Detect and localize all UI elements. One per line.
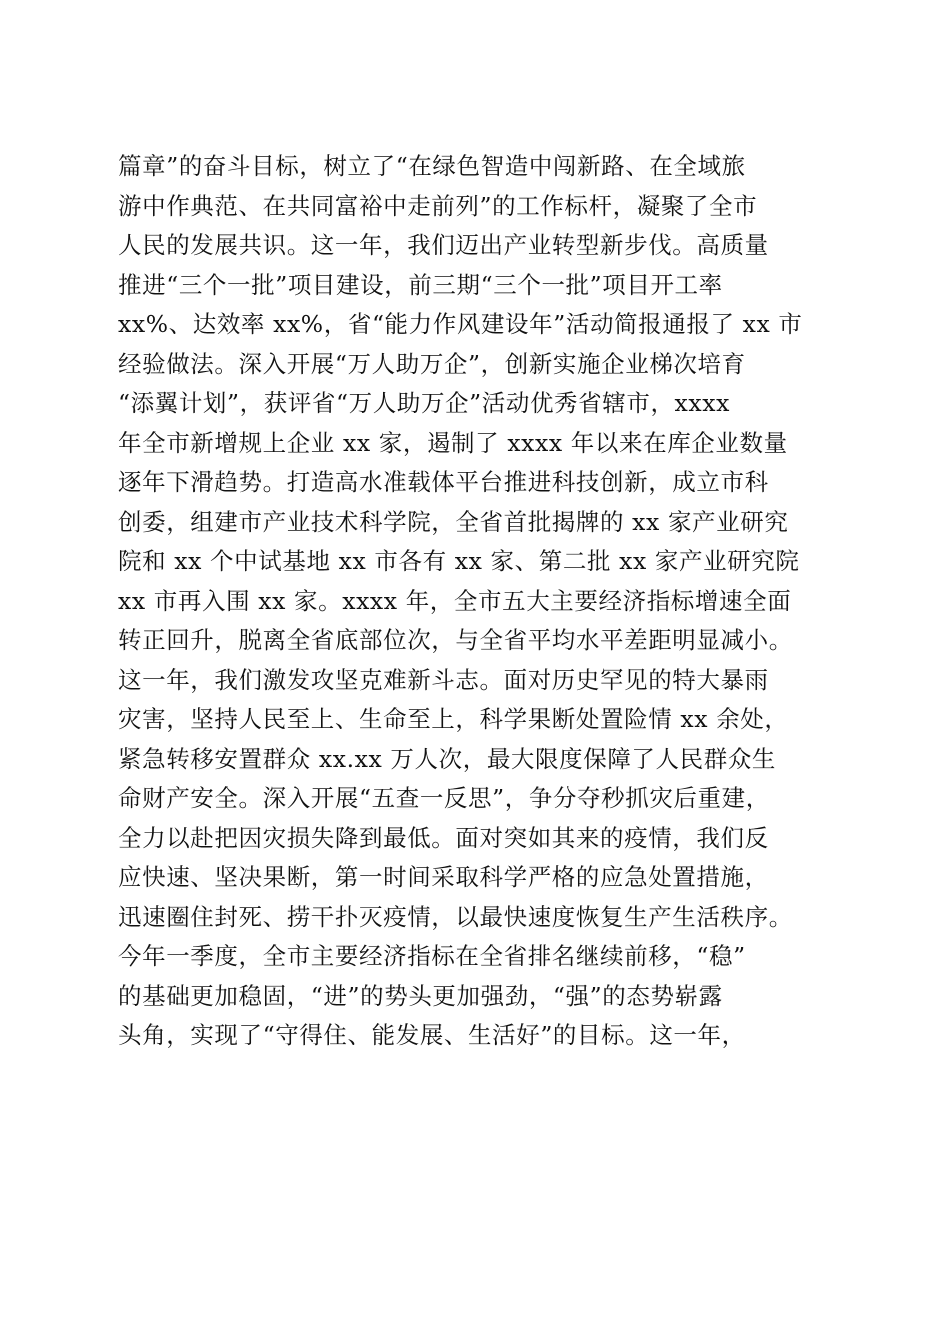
text-line: 紧急转移安置群众 xx.xx 万人次，最大限度保障了人民群众生 [118,744,777,773]
text-line: 经验做法。深入开展“万人助万企”，创新实施企业梯次培育 [118,349,746,378]
text-line: 灾害，坚持人民至上、生命至上，科学果断处置险情 xx 余处， [118,705,789,733]
text-line: 全力以赴把因灾损失降到最低。面对突如其来的疫情，我们反 [118,823,769,852]
text-line: 转正回升，脱离全省底部位次，与全省平均水平差距明显减小。 [118,626,793,654]
text-line: 篇章”的奋斗目标，树立了“在绿色智造中闯新路、在全域旅 [118,152,746,180]
text-line: 头角，实现了“守得住、能发展、生活好”的目标。这一年， [118,1021,746,1049]
text-line: 年全市新增规上企业 xx 家，遏制了 xxxx 年以来在库企业数量 [118,428,788,457]
text-line: “添翼计划”，获评省“万人助万企”活动优秀省辖市，xxxx [118,389,730,417]
text-line: 逐年下滑趋势。打造高水准载体平台推进科技创新，成立市科 [118,468,769,496]
text-line: 迅速圈住封死、捞干扑灭疫情，以最快速度恢复生产生活秩序。 [118,902,793,931]
text-line: 这一年，我们激发攻坚克难新斗志。面对历史罕见的特大暴雨 [118,665,769,694]
text-line: 推进“三个一批”项目建设，前三期“三个一批”项目开工率 [118,270,723,299]
document-body [118,147,838,1056]
text-line: 应快速、坚决果断，第一时间采取科学严格的应急处置措施， [118,863,769,891]
text-line: 人民的发展共识。这一年，我们迈出产业转型新步伐。高质量 [118,231,769,259]
text-line: xx 市再入围 xx 家。xxxx 年，全市五大主要经济指标增速全面 [118,586,792,615]
text-line: 命财产安全。深入开展“五查一反思”，争分夺秒抓灾后重建， [118,784,770,812]
text-line: xx%、达效率 xx%，省“能力作风建设年”活动简报通报了 xx 市 [118,310,803,338]
text-line: 的基础更加稳固，“进”的势头更加强劲，“强”的态势崭露 [118,981,723,1010]
text-line: 今年一季度，全市主要经济指标在全省排名继续前移，“稳” [118,942,746,970]
text-line: 院和 xx 个中试基地 xx 市各有 xx 家、第二批 xx 家产业研究院 [118,547,800,575]
text-line: 游中作典范、在共同富裕中走前列”的工作标杆，凝聚了全市 [118,191,758,220]
text-line: 创委，组建市产业技术科学院，全省首批揭牌的 xx 家产业研究 [118,507,789,536]
